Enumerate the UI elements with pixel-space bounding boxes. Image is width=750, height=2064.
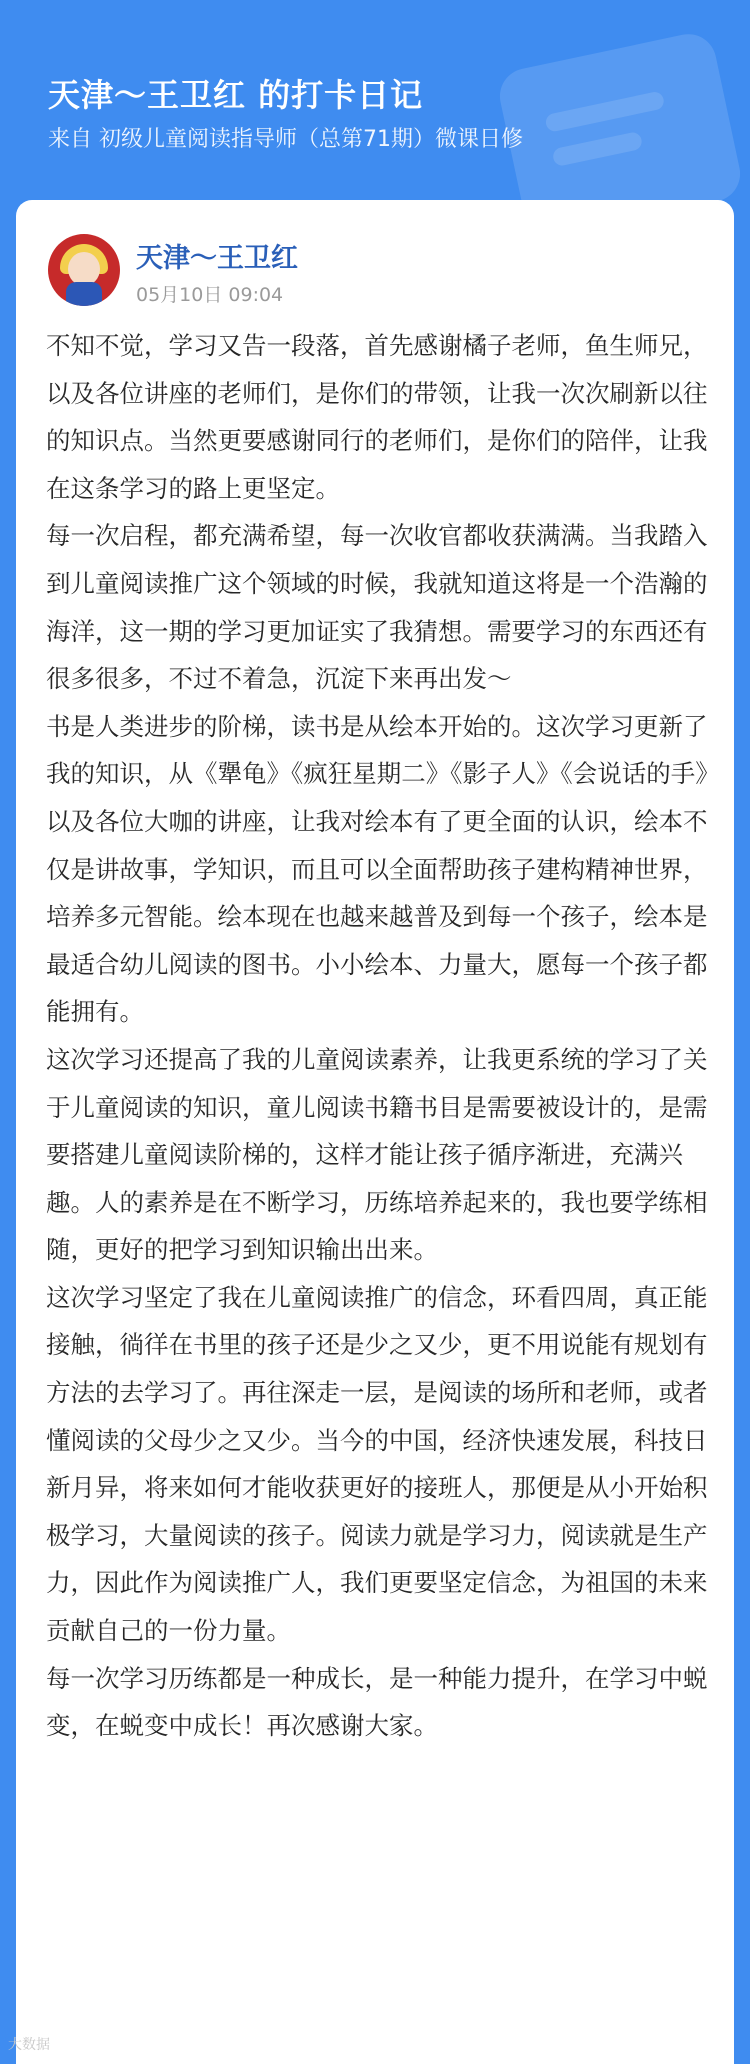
post-paragraph: 这次学习坚定了我在儿童阅读推广的信念，环看四周，真正能接触，徜徉在书里的孩子还是少之又少，更不用说能有规划有方法的去学习了。再往深走一层，是阅读的场所和老师，或者懂阅读的父母少之又少。当今的中国，经济快速发展，科技日新月异，将来如何才能收获更好的接班人，那便是从小开始积极学习，大量阅读的孩子。阅读力就是学习力，阅读就是生产力，因此作为阅读推广人，我们更要坚定信念，为祖国的未来贡献自己的一份力量。: [46, 1282, 708, 1646]
watermark: 大数据: [8, 2037, 50, 2053]
page-header: [0, 0, 750, 200]
post-paragraph: 每一次学习历练都是一种成长，是一种能力提升，在学习中蜕变，在蜕变中成长！再次感谢大家。: [46, 1663, 708, 1741]
post-paragraph: 不知不觉，学习又告一段落，首先感谢橘子老师，鱼生师兄，以及各位讲座的老师们，是你们的带领，让我一次次刷新以往的知识点。当然更要感谢同行的老师们，是你们的陪伴，让我在这条学习的路上更坚定。: [46, 331, 708, 503]
post-paragraph: 每一次启程，都充满希望，每一次收官都收获满满。当我踏入到儿童阅读推广这个领域的时候，我就知道这将是一个浩瀚的海洋，这一期的学习更加证实了我猜想。需要学习的东西还有很多很多，不过不着急，沉淀下来再出发～: [46, 521, 708, 694]
post-timestamp: 05月10日 09:04: [136, 284, 284, 306]
page-title: 天津～王卫红 的打卡日记: [48, 76, 424, 114]
post-paragraph: 书是人类进步的阶梯，读书是从绘本开始的。这次学习更新了我的知识，从《犟龟》《疯狂星期二》《影子人》《会说话的手》以及各位大咖的讲座，让我对绘本有了更全面的认识，绘本不仅是讲故事，学知识，而且可以全面帮助孩子建构精神世界，培养多元智能。绘本现在也越来越普及到每一个孩子，绘本是最适合幼儿阅读的图书。小小绘本、力量大，愿每一个孩子都能拥有。: [46, 711, 708, 1027]
post-body: [46, 322, 710, 1750]
author-name[interactable]: 天津～王卫红: [136, 243, 298, 274]
course-subtitle[interactable]: 来自 初级儿童阅读指导师（总第71期）微课日修: [48, 127, 523, 152]
post-paragraph: 这次学习还提高了我的儿童阅读素养，让我更系统的学习了关于儿童阅读的知识，童儿阅读书籍书目是需要被设计的，是需要搭建儿童阅读阶梯的，这样才能让孩子循序渐进，充满兴趣。人的素养是在不断学习，历练培养起来的，我也要学练相随，更好的把学习到知识输出出来。: [46, 1044, 708, 1265]
avatar[interactable]: [48, 234, 120, 306]
diary-card: [16, 200, 734, 2064]
